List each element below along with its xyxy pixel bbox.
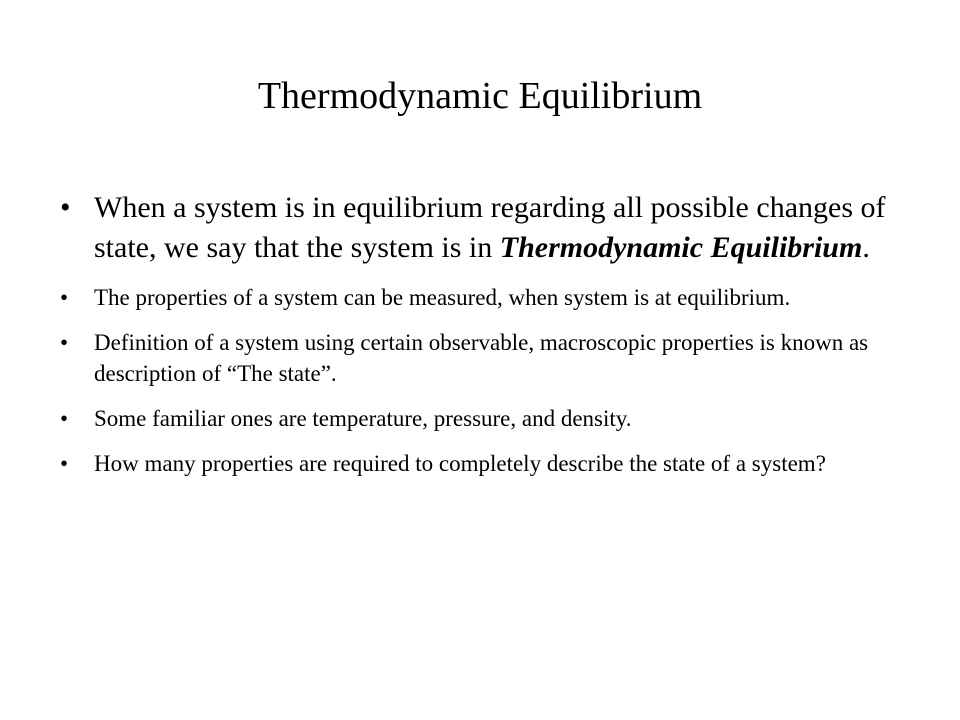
bullet-dot: • xyxy=(60,406,69,431)
bullet-dot: • xyxy=(60,285,69,310)
bullet-dot: • xyxy=(60,451,69,476)
bullet-dot: • xyxy=(60,191,71,224)
bullet-item xyxy=(56,403,916,434)
bullet-item xyxy=(56,448,916,479)
bullet-text: When a system is in equilibrium regarding all possible changes of state, we say that the system is in xyxy=(94,191,886,264)
slide-title: Thermodynamic Equilibrium xyxy=(257,75,703,117)
bullet-text: Some familiar ones are temperature, pressure, and density. xyxy=(94,406,632,431)
bullet-item xyxy=(56,188,916,268)
bullet-list xyxy=(56,188,916,493)
emphasized-term: Thermodynamic Equilibrium xyxy=(499,231,863,264)
bullet-item xyxy=(56,282,916,313)
bullet-item xyxy=(56,327,916,389)
bullet-text: How many properties are required to completely describe the state of a system? xyxy=(94,451,826,476)
bullet-text-end: . xyxy=(862,231,870,264)
bullet-text: Definition of a system using certain observable, macroscopic properties is known as description of “The state”. xyxy=(94,330,869,386)
bullet-dot: • xyxy=(60,330,69,355)
bullet-text: The properties of a system can be measured, when system is at equilibrium. xyxy=(94,285,791,310)
